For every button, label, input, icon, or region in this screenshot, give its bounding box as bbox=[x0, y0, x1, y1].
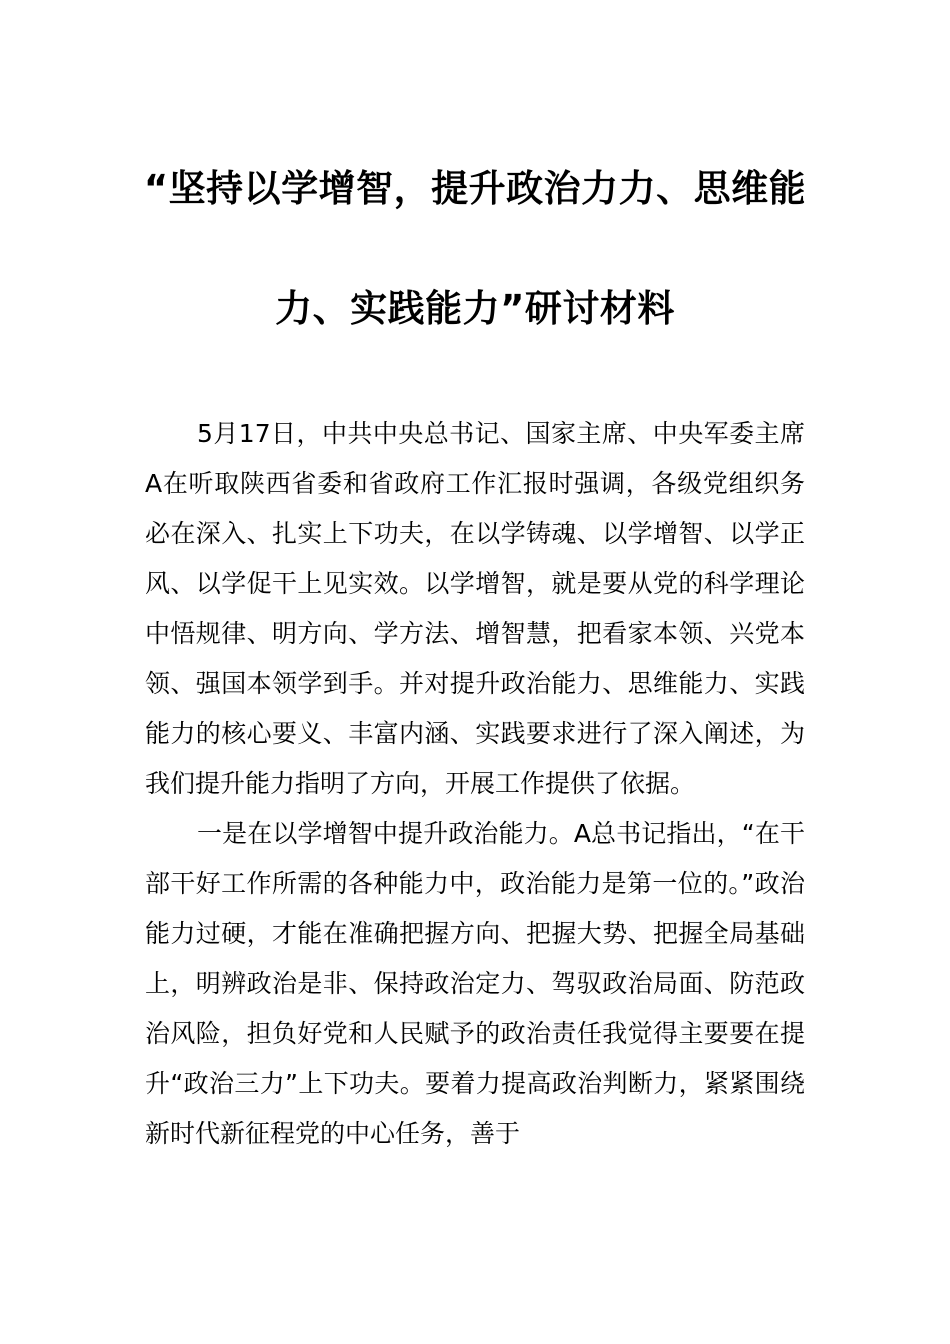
document-body bbox=[145, 409, 805, 1159]
document-title-line-2: 力、实践能力”研讨材料 bbox=[275, 287, 675, 330]
paragraph-political-ability: 一是在以学增智中提升政治能力。A总书记指出，“在干部干好工作所需的各种能力中，政治能力是第一位的。”政治能力过硬，才能在准确把握方向、把握大势、把握全局基础上，明辨政治是非、保持政治定力、驾驭政治局面、防范政治风险，担负好党和人民赋予的政治责任我觉得主要要在提升“政治三力”上下功夫。要着力提高政治判断力，紧紧围绕新时代新征程党的中心任务，善于 bbox=[145, 819, 805, 1148]
document-title-line-1: “坚持以学增智，提升政治力力、思维能 bbox=[143, 167, 807, 210]
paragraph-intro: 5月17日，中共中央总书记、国家主席、中央军委主席A在听取陕西省委和省政府工作汇报时强调，各级党组织务必在深入、扎实上下功夫，在以学铸魂、以学增智、以学正风、以学促干上见实效。以学增智，就是要从党的科学理论中悟规律、明方向、学方法、增智慧，把看家本领、兴党本领、强国本领学到手。并对提升政治能力、思维能力、实践能力的核心要义、丰富内涵、实践要求进行了深入阐述，为我们提升能力指明了方向，开展工作提供了依据。 bbox=[145, 419, 805, 798]
